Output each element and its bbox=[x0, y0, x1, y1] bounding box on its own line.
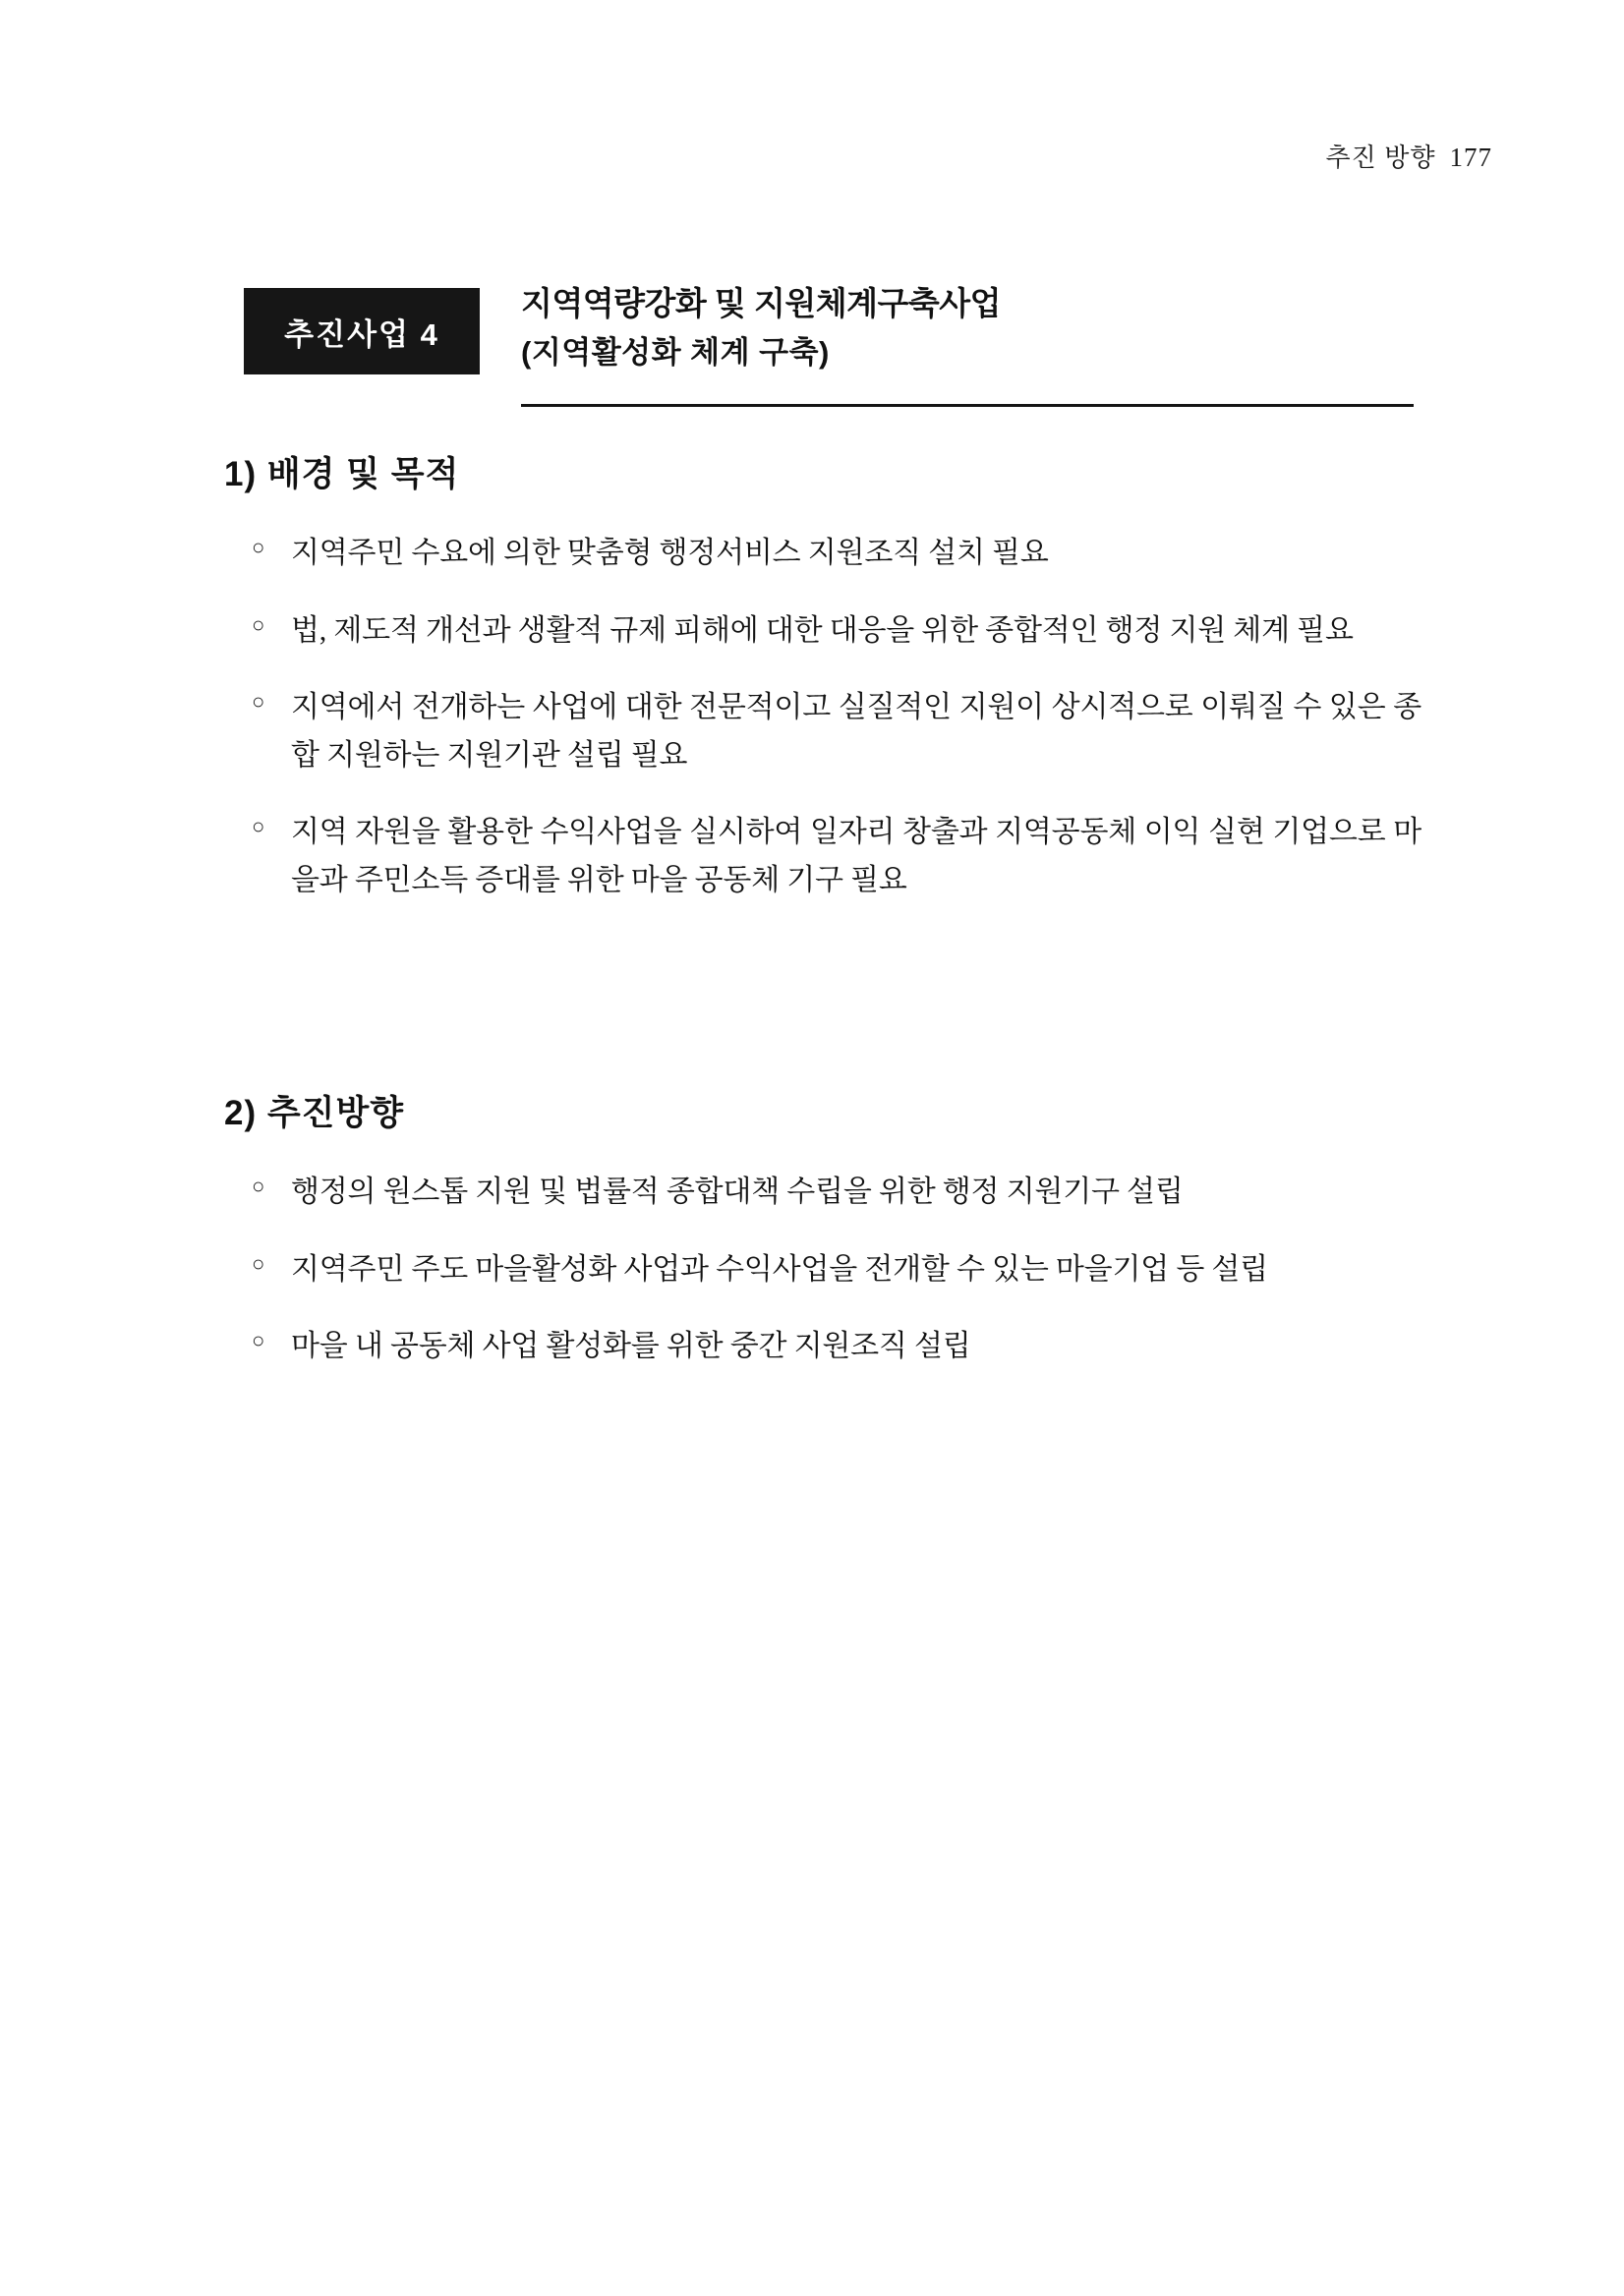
list-item-text: 지역주민 수요에 의한 맞춤형 행정서비스 지원조직 설치 필요 bbox=[291, 537, 1049, 569]
list-item-text: 지역주민 주도 마을활성화 사업과 수익사업을 전개할 수 있는 마을기업 등 설립 bbox=[291, 1252, 1268, 1286]
running-head bbox=[1326, 138, 1492, 174]
list-item-text: 법, 제도적 개선과 생활적 규제 피해에 대한 대응을 위한 종합적인 행정 지원 체계 필요 bbox=[291, 613, 1354, 647]
project-title-line-1: 지역역량강화 및 지원체계구축사업 bbox=[521, 285, 1002, 321]
list-item bbox=[224, 530, 1421, 578]
section-heading: 2) 추진방향 bbox=[224, 1094, 405, 1132]
bullet-marker-icon: ○ bbox=[252, 1328, 265, 1353]
list-item bbox=[224, 1323, 1421, 1371]
bullet-list bbox=[224, 530, 1433, 905]
list-item bbox=[224, 1169, 1421, 1217]
list-item bbox=[224, 1246, 1421, 1294]
running-head-label: 추진 방향 bbox=[1325, 144, 1436, 172]
list-item-text: 행정의 원스톱 지원 및 법률적 종합대책 수립을 위한 행정 지원기구 설립 bbox=[291, 1176, 1184, 1208]
list-item-text: 마을 내 공동체 사업 활성화를 위한 중간 지원조직 설립 bbox=[291, 1330, 971, 1363]
bullet-marker-icon: ○ bbox=[252, 814, 265, 839]
bullet-marker-icon: ○ bbox=[252, 1174, 265, 1198]
list-item bbox=[224, 607, 1421, 656]
list-item-text: 지역 자원을 활용한 수익사업을 실시하여 일자리 창출과 지역공동체 이익 실현 기업으로 마을과 주민소득 증대를 위한 마을 공동체 기구 필요 bbox=[291, 816, 1421, 896]
bullet-list bbox=[224, 1169, 1433, 1371]
section-promotion-direction bbox=[224, 1086, 1433, 1371]
bullet-marker-icon: ○ bbox=[252, 689, 265, 715]
project-tag-badge: 추진사업 4 bbox=[244, 288, 480, 374]
list-item-text: 지역에서 전개하는 사업에 대한 전문적이고 실질적인 지원이 상시적으로 이뤄질 수 있은 종합 지원하는 지원기관 설립 필요 bbox=[291, 691, 1421, 772]
list-item bbox=[224, 684, 1421, 779]
bullet-marker-icon: ○ bbox=[252, 1250, 265, 1276]
section-heading: 1) 배경 및 목적 bbox=[224, 455, 460, 493]
project-title-line-2: (지역활성화 체계 구축) bbox=[521, 334, 830, 370]
bullet-marker-icon: ○ bbox=[252, 535, 265, 559]
bullet-marker-icon: ○ bbox=[252, 611, 265, 637]
section-background-and-purpose bbox=[224, 447, 1433, 905]
list-item bbox=[224, 809, 1421, 904]
project-title bbox=[521, 280, 1406, 375]
title-divider bbox=[521, 404, 1414, 407]
page-number: 177 bbox=[1449, 143, 1492, 172]
